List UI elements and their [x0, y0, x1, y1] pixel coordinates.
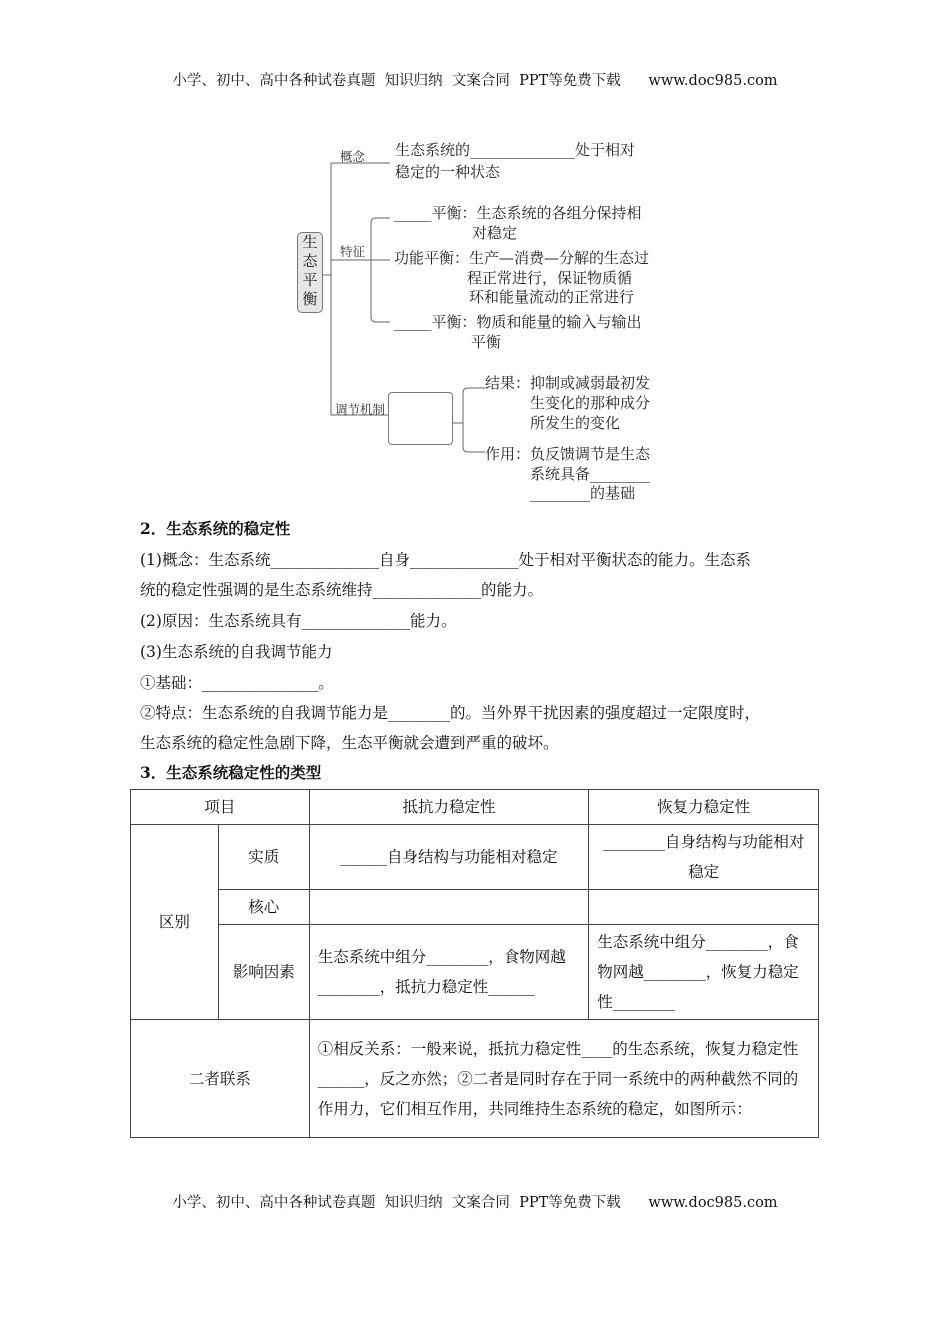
body-line: ②特点：生态系统的自我调节能力是________的。当外界干扰因素的强度超过一定限度时，	[140, 704, 761, 722]
row-label: 二者联系	[131, 1020, 310, 1138]
table-cell: ______自身结构与功能相对稳定	[309, 825, 589, 890]
feature-text: _____平衡：生态系统的各组分保持相	[394, 204, 642, 222]
concept-label: 概念	[340, 149, 366, 164]
body-line: ①基础：_______________。	[140, 674, 334, 692]
feature-text: 程正常进行，保证物质循	[467, 269, 633, 287]
body-line: 生态系统的稳定性急剧下降，生态平衡就会遭到严重的破坏。	[140, 734, 559, 752]
feature-text: 环和能量流动的正常进行	[469, 288, 635, 306]
table-cell: 生态系统中组分________，食物网越________，抵抗力稳定性______	[309, 925, 589, 1020]
effect-text: 系统具备________	[530, 465, 651, 483]
mechanism-blank-box	[388, 392, 453, 445]
feature-label: 特征	[340, 244, 366, 259]
body-line: (1)概念：生态系统______________自身______________处于相对平衡状态的能力。生态系	[140, 551, 751, 569]
table-cell: ①相反关系：一般来说，抵抗力稳定性____的生态系统，恢复力稳定性______，反之亦然；②二者是同时存在于同一系统中的两种截然不同的作用力，它们相互作用，共同维持生态系统的稳定，如图所示：	[309, 1020, 818, 1138]
feature-text: 平衡	[471, 333, 502, 351]
body-line: (3)生态系统的自我调节能力	[140, 643, 333, 661]
effect-text: 作用：负反馈调节是生态	[485, 445, 651, 463]
body-line: (2)原因：生态系统具有______________能力。	[140, 612, 457, 630]
table-cell	[309, 890, 589, 925]
page-header: 小学、初中、高中各种试卷真题 知识归纳 文案合同 PPT等免费下载 www.doc985.com	[172, 73, 778, 89]
table-cell: ________自身结构与功能相对稳定	[589, 825, 819, 890]
feature-text: _____平衡：物质和能量的输入与输出	[394, 313, 642, 331]
section-2-title: 2．生态系统的稳定性	[140, 519, 291, 538]
concept-text: 生态系统的______________处于相对	[395, 141, 636, 159]
concept-text: 稳定的一种状态	[395, 163, 501, 181]
group-cell: 区别	[131, 825, 219, 1020]
table-cell	[589, 890, 819, 925]
section-3-title: 3．生态系统稳定性的类型	[140, 763, 322, 782]
mechanism-label: 调节机制	[335, 402, 386, 417]
row-label: 影响因素	[218, 925, 309, 1020]
result-text: 所发生的变化	[530, 414, 621, 432]
row-label: 实质	[218, 825, 309, 890]
result-text: 结果：抑制或减弱最初发	[485, 374, 651, 392]
header-cell: 抵抗力稳定性	[309, 790, 589, 825]
body-line: 统的稳定性强调的是生态系统维持______________的能力。	[140, 581, 544, 599]
page-footer: 小学、初中、高中各种试卷真题 知识归纳 文案合同 PPT等免费下载 www.doc985.com	[172, 1195, 778, 1211]
feature-text: 对稳定	[472, 224, 518, 242]
stability-types-table	[130, 789, 819, 1138]
header-cell: 项目	[131, 790, 310, 825]
root-node: 生态平衡	[297, 232, 323, 313]
result-text: 生变化的那种成分	[530, 394, 651, 412]
header-cell: 恢复力稳定性	[589, 790, 819, 825]
table-cell: 生态系统中组分________，食物网越________，恢复力稳定性________	[589, 925, 819, 1020]
feature-text: 功能平衡：生产—消费—分解的生态过	[394, 249, 650, 267]
effect-text: ________的基础	[530, 484, 636, 502]
row-label: 核心	[218, 890, 309, 925]
